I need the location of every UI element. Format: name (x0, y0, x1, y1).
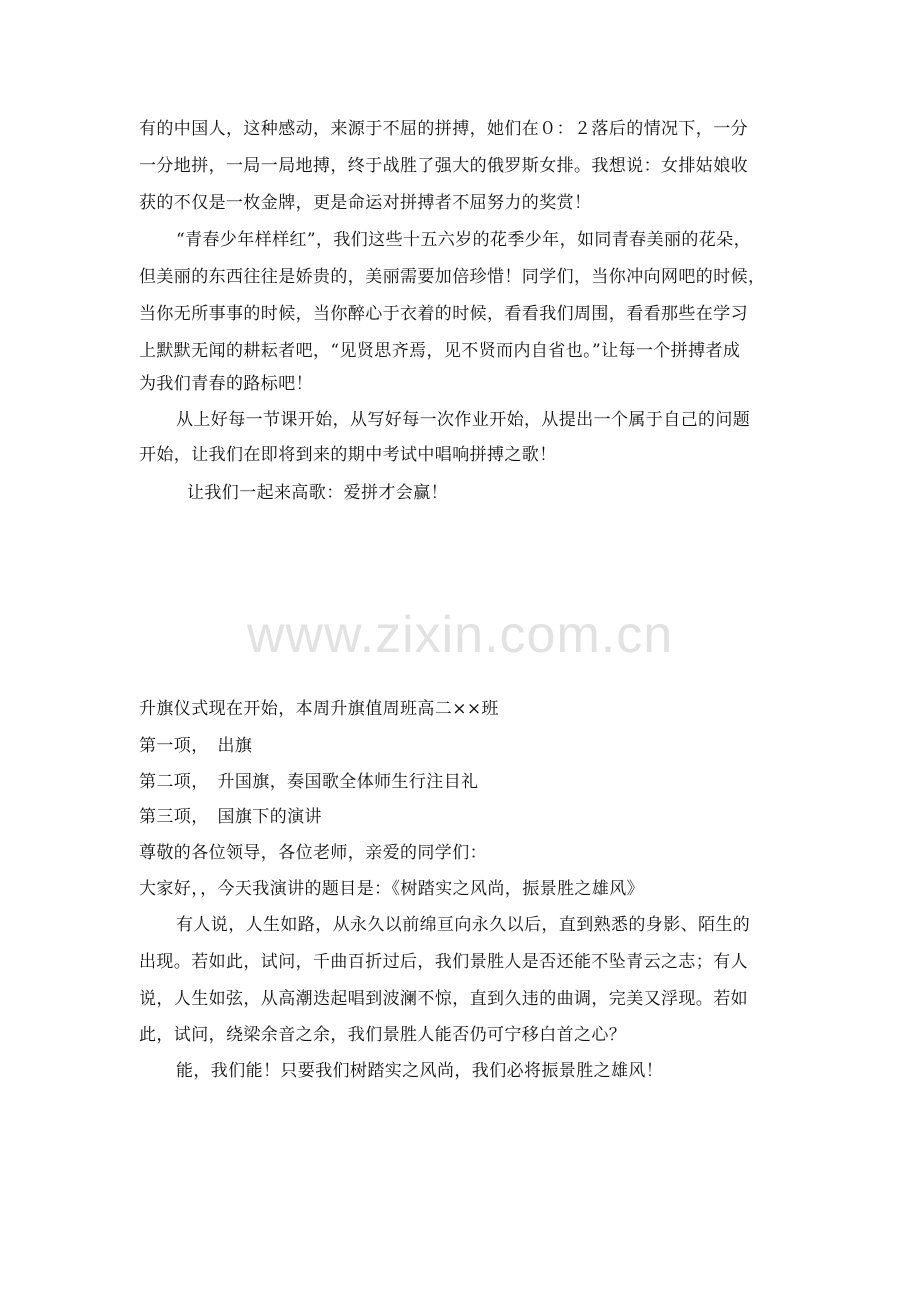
paragraph-line: 此，试问，绕梁余音之余，我们景胜人能否仍可宁移白首之心？ (139, 1025, 627, 1045)
ceremony-announcement: 升旗仪式现在开始，本周升旗值周班高二××班 (139, 699, 499, 719)
salutation: 尊敬的各位领导，各位老师，亲爱的同学们： (139, 843, 487, 863)
paragraph-line: 为我们青春的路标吧！ (139, 374, 313, 394)
paragraph-line: 能，我们能！只要我们树踏实之风尚，我们必将振景胜之雄风！ (176, 1061, 664, 1081)
paragraph-line: 获的不仅是一枚金牌，更是命运对拼搏者不屈努力的奖赏！ (139, 193, 592, 213)
paragraph-line: 从上好每一节课开始，从写好每一次作业开始，从提出一个属于自己的问题 (176, 410, 751, 430)
closing-line: 让我们一起来高歌：爱拼才会赢！ (187, 483, 448, 503)
paragraph-line: 当你无所事事的时候，当你醉心于衣着的时候，看看我们周围，看看那些在学习 (139, 304, 748, 324)
paragraph-line: 上默默无闻的耕耘者吧，“见贤思齐焉，见不贤而内自省也。”让每一个拼搏者成 (139, 341, 741, 361)
paragraph-line: 出现。若如此，试问，千曲百折过后，我们景胜人是否还能不坠青云之志；有人 (139, 952, 748, 972)
paragraph-line: “青春少年样样红”，我们这些十五六岁的花季少年，如同青春美丽的花朵， (176, 230, 751, 250)
paragraph-line: 说，人生如弦，从高潮迭起唱到波澜不惊，直到久违的曲调，完美又浮现。若如 (139, 989, 748, 1009)
agenda-item: 第二项， 升国旗，奏国歌全体师生行注目礼 (139, 772, 479, 792)
agenda-item: 第三项， 国旗下的演讲 (139, 807, 322, 827)
paragraph-line: 一分地拼，一局一局地搏，终于战胜了强大的俄罗斯女排。我想说：女排姑娘收 (139, 156, 748, 176)
paragraph-line: 开始，让我们在即将到来的期中考试中唱响拼搏之歌！ (139, 445, 557, 465)
site-watermark: www.zixin.com.cn (246, 606, 674, 664)
agenda-item: 第一项， 出旗 (139, 736, 253, 756)
speech-title-line: 大家好，，今天我演讲的题目是：《树踏实之风尚，振景胜之雄风》 (139, 879, 644, 899)
paragraph-line: 有人说，人生如路，从永久以前绵亘向永久以后，直到熟悉的身影、陌生的 (176, 915, 751, 935)
paragraph-line: 但美丽的东西往往是娇贵的，美丽需要加倍珍惜！同学们，当你冲向网吧的时候， (139, 267, 766, 287)
paragraph-line: 有的中国人，这种感动，来源于不屈的拼搏，她们在０：２落后的情况下，一分 (139, 119, 748, 139)
